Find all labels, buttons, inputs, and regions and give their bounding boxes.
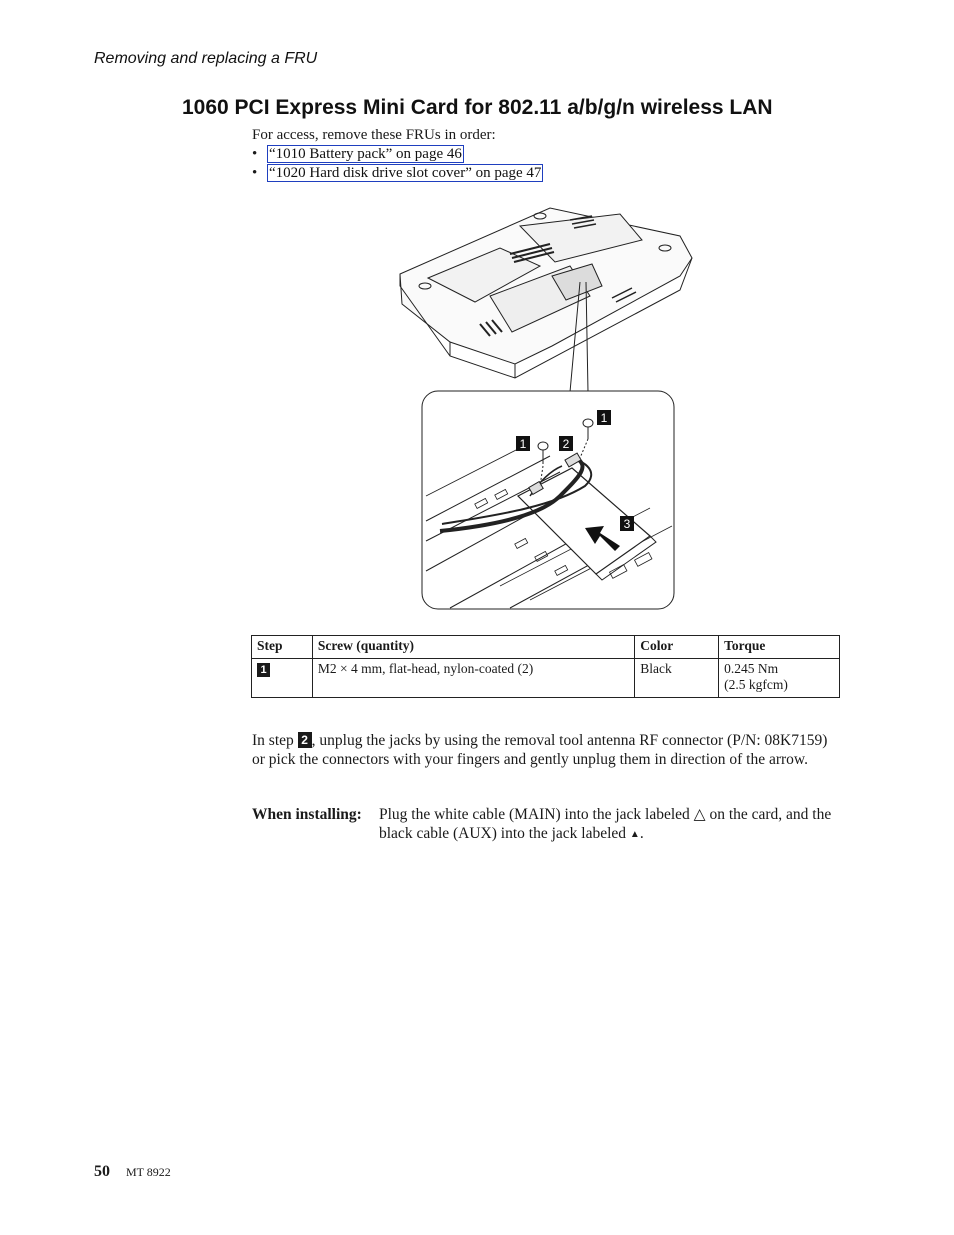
installing-label: When installing: — [252, 806, 362, 823]
bullet-glyph: • — [252, 165, 258, 181]
installing-text-part: on the card, and the black cable (AUX) into the jack labeled — [379, 806, 832, 842]
column-header-screw: Screw (quantity) — [312, 636, 634, 659]
installing-note — [252, 805, 852, 844]
hdd-slot-cover-link[interactable]: “1020 Hard disk drive slot cover” on page 47 — [269, 165, 542, 181]
screw-cell: M2 × 4 mm, flat-head, nylon-coated (2) — [312, 659, 634, 698]
callout-label: 1 — [519, 437, 527, 451]
laptop-underside-drawing — [380, 196, 710, 616]
white-triangle-icon: △ — [693, 806, 706, 823]
step-badge: 1 — [257, 663, 270, 677]
callout-badge — [516, 436, 530, 451]
page-number: 50 — [94, 1163, 110, 1180]
installing-text-part: . — [639, 825, 644, 842]
table-row — [252, 659, 840, 698]
removal-illustration — [380, 196, 710, 620]
color-cell: Black — [635, 659, 719, 698]
callout-label: 3 — [623, 517, 631, 531]
torque-cell — [719, 659, 840, 698]
callout-badge — [559, 436, 573, 451]
battery-pack-link[interactable]: “1010 Battery pack” on page 46 — [269, 146, 462, 162]
table-header-row — [252, 636, 840, 659]
step-cell — [252, 659, 313, 698]
access-intro — [252, 126, 543, 183]
bullet-glyph: • — [252, 146, 258, 162]
callout-label: 1 — [600, 411, 608, 425]
running-head: Removing and replacing a FRU — [94, 50, 318, 67]
screw-table — [251, 635, 840, 698]
unplug-text-lead: In step — [252, 732, 298, 749]
access-lead-text: For access, remove these FRUs in order: — [252, 127, 496, 143]
page-footer — [94, 1163, 171, 1181]
unplug-instructions — [252, 731, 842, 769]
torque-value-alt: (2.5 kgfcm) — [724, 677, 788, 692]
step-badge: 2 — [298, 732, 312, 748]
list-item — [252, 145, 543, 164]
unplug-text-body: , unplug the jacks by using the removal tool antenna RF connector (P/N: 08K7159) or pick the connectors with your fingers and gently unplug them in direction of the arrow. — [252, 732, 828, 768]
callout-badge — [597, 410, 611, 425]
callout-badge — [620, 516, 634, 531]
installing-text — [379, 805, 844, 844]
black-triangle-icon: ▲ — [629, 829, 640, 840]
list-item — [252, 164, 543, 183]
machine-type: MT 8922 — [126, 1165, 171, 1179]
callout-label: 2 — [562, 437, 570, 451]
page-title: 1060 PCI Express Mini Card for 802.11 a/b/g/n wireless LAN — [182, 96, 773, 119]
column-header-torque: Torque — [719, 636, 840, 659]
column-header-color: Color — [635, 636, 719, 659]
prerequisite-list — [252, 145, 543, 183]
column-header-step: Step — [252, 636, 313, 659]
torque-value: 0.245 Nm — [724, 661, 779, 676]
installing-text-part: Plug the white cable (MAIN) into the jack labeled — [379, 806, 694, 823]
